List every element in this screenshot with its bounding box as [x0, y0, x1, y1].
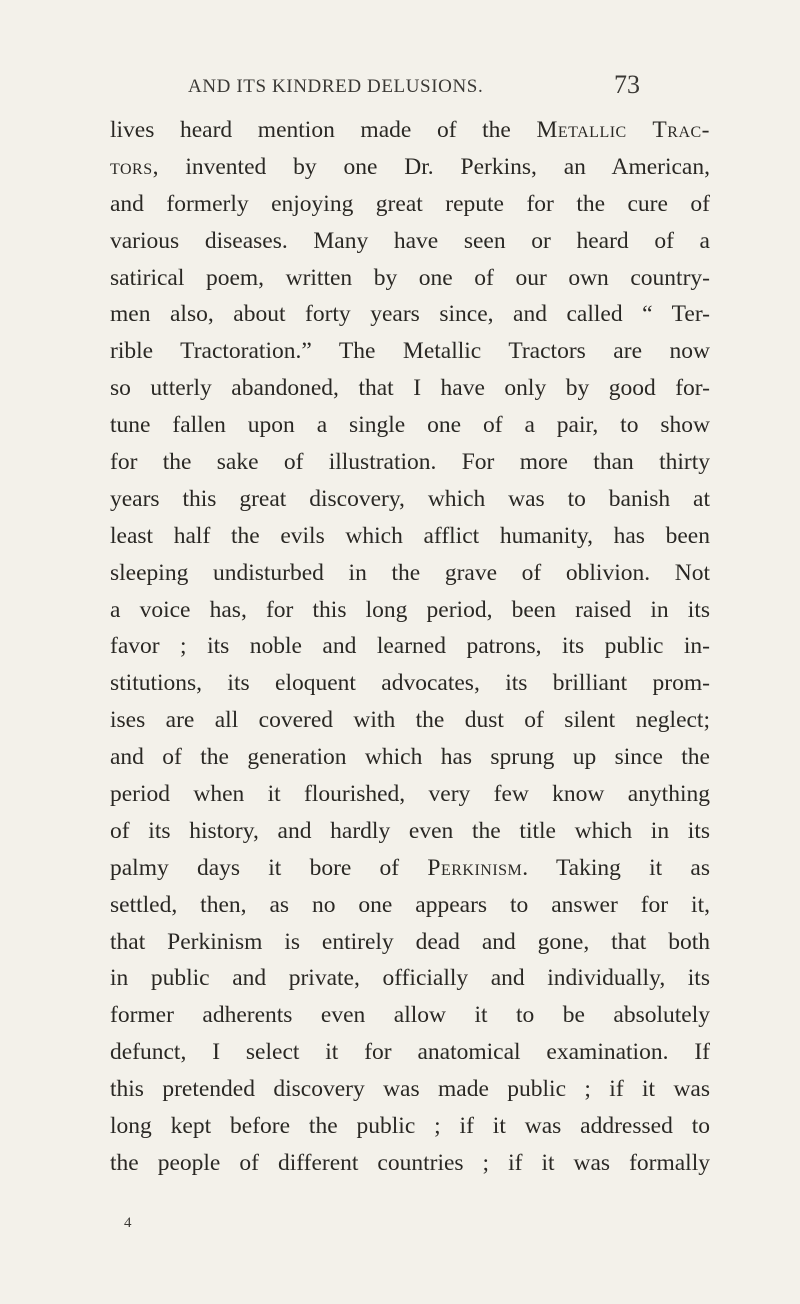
text-line: period when it flourished, very few know anything — [110, 781, 710, 808]
page-number: 73 — [614, 70, 640, 99]
text-line: former adherents even allow it to be absolutely — [110, 1002, 710, 1029]
text-line: satirical poem, written by one of our own country- — [110, 264, 710, 291]
text-line: palmy days it bore of Perkinism. Taking it as — [110, 854, 710, 881]
text-line: defunct, I select it for anatomical examination. If — [110, 1039, 710, 1066]
text-line: tors, invented by one Dr. Perkins, an American, — [110, 153, 710, 180]
text-line: so utterly abandoned, that I have only by good for- — [110, 375, 710, 402]
running-title: AND ITS KINDRED DELUSIONS. — [188, 76, 484, 97]
text-line: lives heard mention made of the Metallic Trac- — [110, 117, 710, 143]
text-line: that Perkinism is entirely dead and gone, that both — [110, 928, 710, 955]
text-line: long kept before the public ; if it was addressed to — [110, 1113, 710, 1140]
text-line: ises are all covered with the dust of silent neglect; — [110, 707, 710, 734]
text-line: for the sake of illustration. For more than thirty — [110, 449, 710, 476]
text-line: favor ; its noble and learned patrons, its public in- — [110, 633, 710, 660]
text-line: years this great discovery, which was to banish at — [110, 485, 710, 512]
text-line: least half the evils which afflict humanity, has been — [110, 522, 710, 549]
text-line: stitutions, its eloquent advocates, its brilliant prom- — [110, 670, 710, 697]
small-caps-term: Metallic Trac- — [536, 117, 710, 143]
small-caps-term: tors — [110, 153, 153, 180]
text-line: various diseases. Many have seen or heard of a — [110, 227, 710, 254]
text-line: and of the generation which has sprung up since the — [110, 744, 710, 771]
small-caps-term: Perkinism — [427, 854, 523, 881]
text-line: rible Tractoration.” The Metallic Tractors are now — [110, 338, 710, 365]
text-line: and formerly enjoying great repute for the cure of — [110, 190, 710, 217]
text-line: a voice has, for this long period, been raised in its — [110, 596, 710, 623]
text-line: men also, about forty years since, and called “ Ter- — [110, 301, 710, 328]
signature-mark: 4 — [124, 1215, 132, 1231]
text-line: of its history, and hardly even the title which in its — [110, 817, 710, 844]
text-line: sleeping undisturbed in the grave of oblivion. Not — [110, 559, 710, 586]
text-line: this pretended discovery was made public ; if it was — [110, 1076, 710, 1103]
text-line: settled, then, as no one appears to answer for it, — [110, 891, 710, 918]
text-line: tune fallen upon a single one of a pair, to show — [110, 412, 710, 439]
text-line: in public and private, officially and individually, its — [110, 965, 710, 992]
running-head — [0, 72, 800, 108]
body-text — [110, 112, 710, 1182]
text-line: the people of different countries ; if it was formally — [110, 1149, 710, 1176]
